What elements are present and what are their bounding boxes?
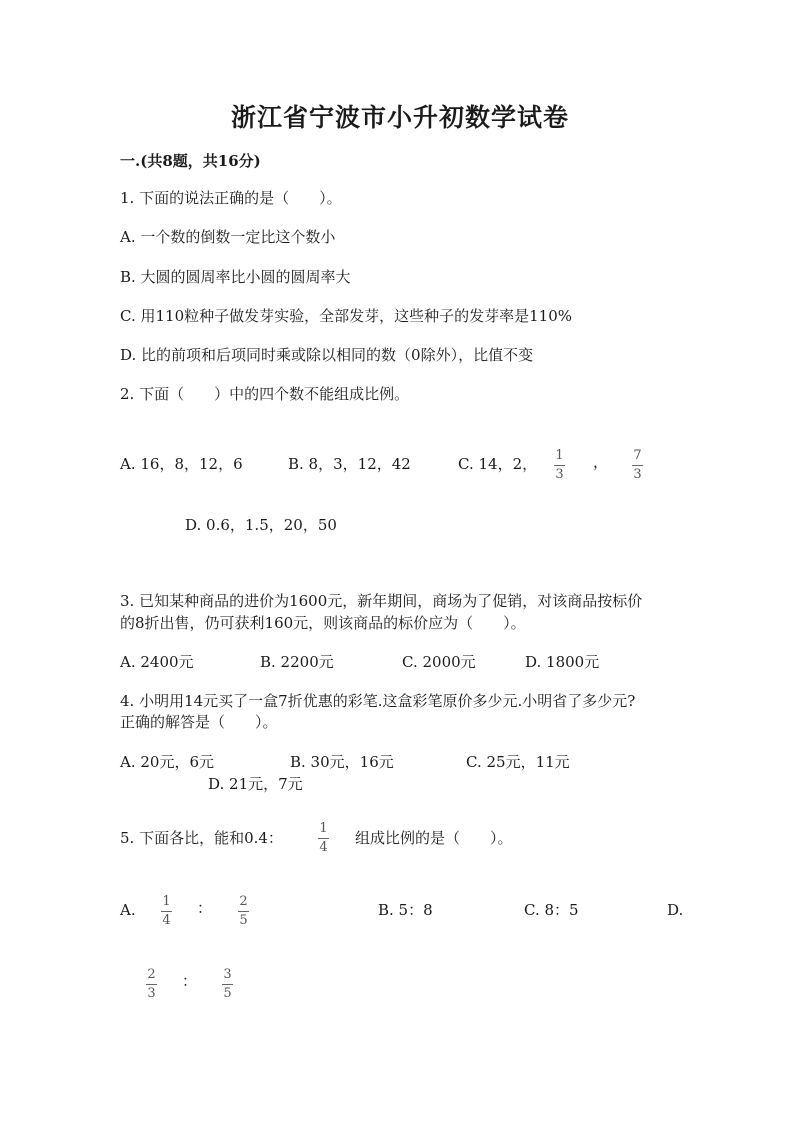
question-1-option-a[interactable]: A. 一个数的倒数一定比这个数小 <box>120 228 336 246</box>
fraction <box>146 968 157 1001</box>
question-5-option-c[interactable]: C. 8：5 <box>524 901 579 919</box>
fraction-numerator: 1 <box>162 894 171 909</box>
question-5-option-a[interactable]: A. <box>120 901 136 919</box>
fraction-bar <box>238 911 249 912</box>
fraction-numerator: 1 <box>319 821 328 836</box>
question-2-option-a[interactable]: A. 16，8，12，6 <box>120 455 243 473</box>
question-3-option-c[interactable]: C. 2000元 <box>402 653 476 671</box>
question-5-option-d[interactable]: D. <box>667 901 684 919</box>
fraction <box>222 968 233 1001</box>
question-2-stem: 2. 下面（ ）中的四个数不能组成比例。 <box>120 385 410 403</box>
fraction-bar <box>632 465 643 466</box>
question-4-stem-line-1: 4. 小明用14元买了一盒7折优惠的彩笔.这盒彩笔原价多少元.小明省了多少元? <box>120 692 636 710</box>
question-4-option-d[interactable]: D. 21元，7元 <box>208 775 303 793</box>
question-1-stem: 1. 下面的说法正确的是（ ）。 <box>120 189 342 207</box>
section-heading: 一.(共8题，共16分) <box>120 152 261 170</box>
fraction-denominator: 3 <box>633 467 642 482</box>
question-1-option-d[interactable]: D. 比的前项和后项同时乘或除以相同的数（0除外），比值不变 <box>120 346 534 364</box>
fraction-denominator: 3 <box>555 467 564 482</box>
fraction-numerator: 2 <box>147 967 156 982</box>
fraction <box>161 895 172 928</box>
page-title: 浙江省宁波市小升初数学试卷 <box>230 103 569 132</box>
question-5-option-b[interactable]: B. 5：8 <box>378 901 433 919</box>
fraction-denominator: 5 <box>239 913 248 928</box>
fraction-bar <box>554 465 565 466</box>
question-3-option-b[interactable]: B. 2200元 <box>260 653 334 671</box>
separator: ， <box>593 453 609 471</box>
fraction-denominator: 4 <box>162 913 171 928</box>
question-2-option-d[interactable]: D. 0.6，1.5，20，50 <box>185 516 337 534</box>
question-3-stem-line-1: 3. 已知某种商品的进价为1600元，新年期间，商场为了促销，对该商品按标价 <box>120 592 643 610</box>
question-2-option-c[interactable]: C. 14，2， <box>458 455 538 473</box>
question-4-option-a[interactable]: A. 20元，6元 <box>120 753 214 771</box>
fraction-denominator: 3 <box>147 986 156 1001</box>
question-5-stem-suffix: 组成比例的是（ ）。 <box>355 829 513 847</box>
question-3-option-d[interactable]: D. 1800元 <box>525 653 600 671</box>
fraction-numerator: 1 <box>555 448 564 463</box>
fraction <box>632 449 643 482</box>
question-3-stem-line-2: 的8折出售，仍可获利160元，则该商品的标价应为（ ）。 <box>120 614 526 632</box>
question-1-option-c[interactable]: C. 用110粒种子做发芽实验，全部发芽，这些种子的发芽率是110% <box>120 307 572 325</box>
question-2-option-b[interactable]: B. 8，3，12，42 <box>288 455 411 473</box>
question-4-option-c[interactable]: C. 25元，11元 <box>466 753 570 771</box>
fraction <box>318 822 329 855</box>
ratio-colon: ： <box>182 972 198 990</box>
question-4-stem-line-2: 正确的解答是（ ）。 <box>120 713 278 731</box>
question-3-option-a[interactable]: A. 2400元 <box>120 653 194 671</box>
fraction-bar <box>318 838 329 839</box>
ratio-colon: ： <box>197 899 213 917</box>
fraction-numerator: 3 <box>223 967 232 982</box>
fraction-bar <box>146 984 157 985</box>
fraction-denominator: 5 <box>223 986 232 1001</box>
fraction-denominator: 4 <box>319 840 328 855</box>
question-4-option-b[interactable]: B. 30元，16元 <box>290 753 394 771</box>
fraction-numerator: 2 <box>239 894 248 909</box>
fraction-numerator: 7 <box>633 448 642 463</box>
fraction <box>554 449 565 482</box>
fraction-bar <box>161 911 172 912</box>
fraction-bar <box>222 984 233 985</box>
question-1-option-b[interactable]: B. 大圆的圆周率比小圆的圆周率大 <box>120 268 351 286</box>
fraction <box>238 895 249 928</box>
question-5-stem: 5. 下面各比，能和0.4： <box>120 829 283 847</box>
